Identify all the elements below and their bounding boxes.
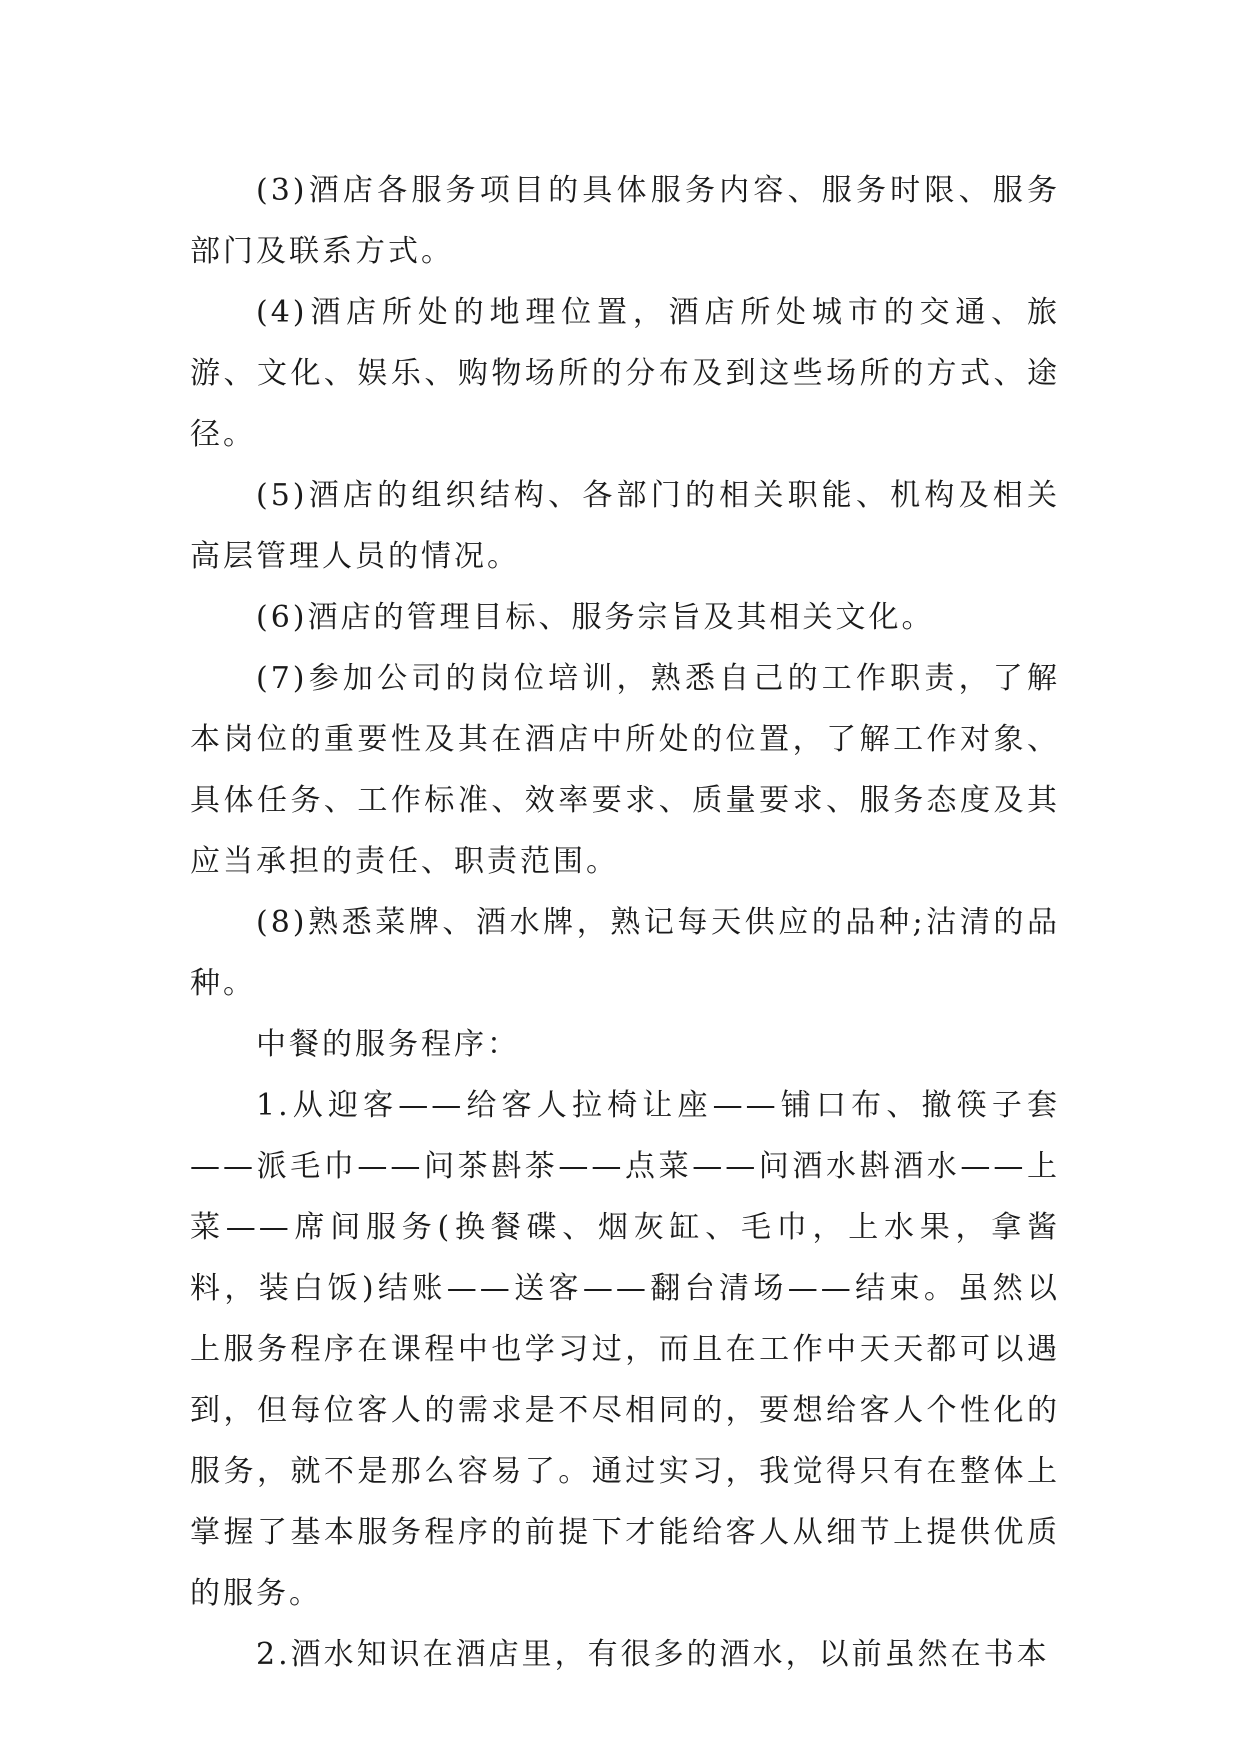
section-heading-chinese-dining-procedure: 中餐的服务程序： bbox=[256, 1027, 520, 1062]
paragraph-beverage-knowledge: 2.酒水知识在酒店里，有很多的酒水，以前虽然在书本 bbox=[256, 1637, 1050, 1672]
paragraph-6-management-goals: (6)酒店的管理目标、服务宗旨及其相关文化。 bbox=[256, 600, 935, 635]
paragraph-7-training: (7)参加公司的岗位培训，熟悉自己的工作职责，了解本岗位的重要性及其在酒店中所处的位置，了解工作对象、具体任务、工作标准、效率要求、质量要求、服务态度及其应当承担的责任、职责范围。 bbox=[190, 661, 1060, 879]
paragraph-3-service-items: (3)酒店各服务项目的具体服务内容、服务时限、服务部门及联系方式。 bbox=[190, 173, 1060, 269]
paragraph-service-procedure: 1.从迎客——给客人拉椅让座——铺口布、撤筷子套——派毛巾——问茶斟茶——点菜——问酒水斟酒水——上菜——席间服务(换餐碟、烟灰缸、毛巾，上水果，拿酱料，装白饭)结账——送客——翻台清场——结束。虽然以上服务程序在课程中也学习过，而且在工作中天天都可以遇到，但每位客人的需求是不尽相同的，要想给客人个性化的服务，就不是那么容易了。通过实习，我觉得只有在整体上掌握了基本服务程序的前提下才能给客人从细节上提供优质的服务。 bbox=[190, 1088, 1060, 1611]
paragraph-8-menu: (8)熟悉菜牌、酒水牌，熟记每天供应的品种;沽清的品种。 bbox=[190, 905, 1060, 1001]
document-body bbox=[190, 160, 1060, 1685]
paragraph-4-location: (4)酒店所处的地理位置，酒店所处城市的交通、旅游、文化、娱乐、购物场所的分布及到这些场所的方式、途径。 bbox=[190, 295, 1060, 452]
paragraph-5-organization: (5)酒店的组织结构、各部门的相关职能、机构及相关高层管理人员的情况。 bbox=[190, 478, 1060, 574]
